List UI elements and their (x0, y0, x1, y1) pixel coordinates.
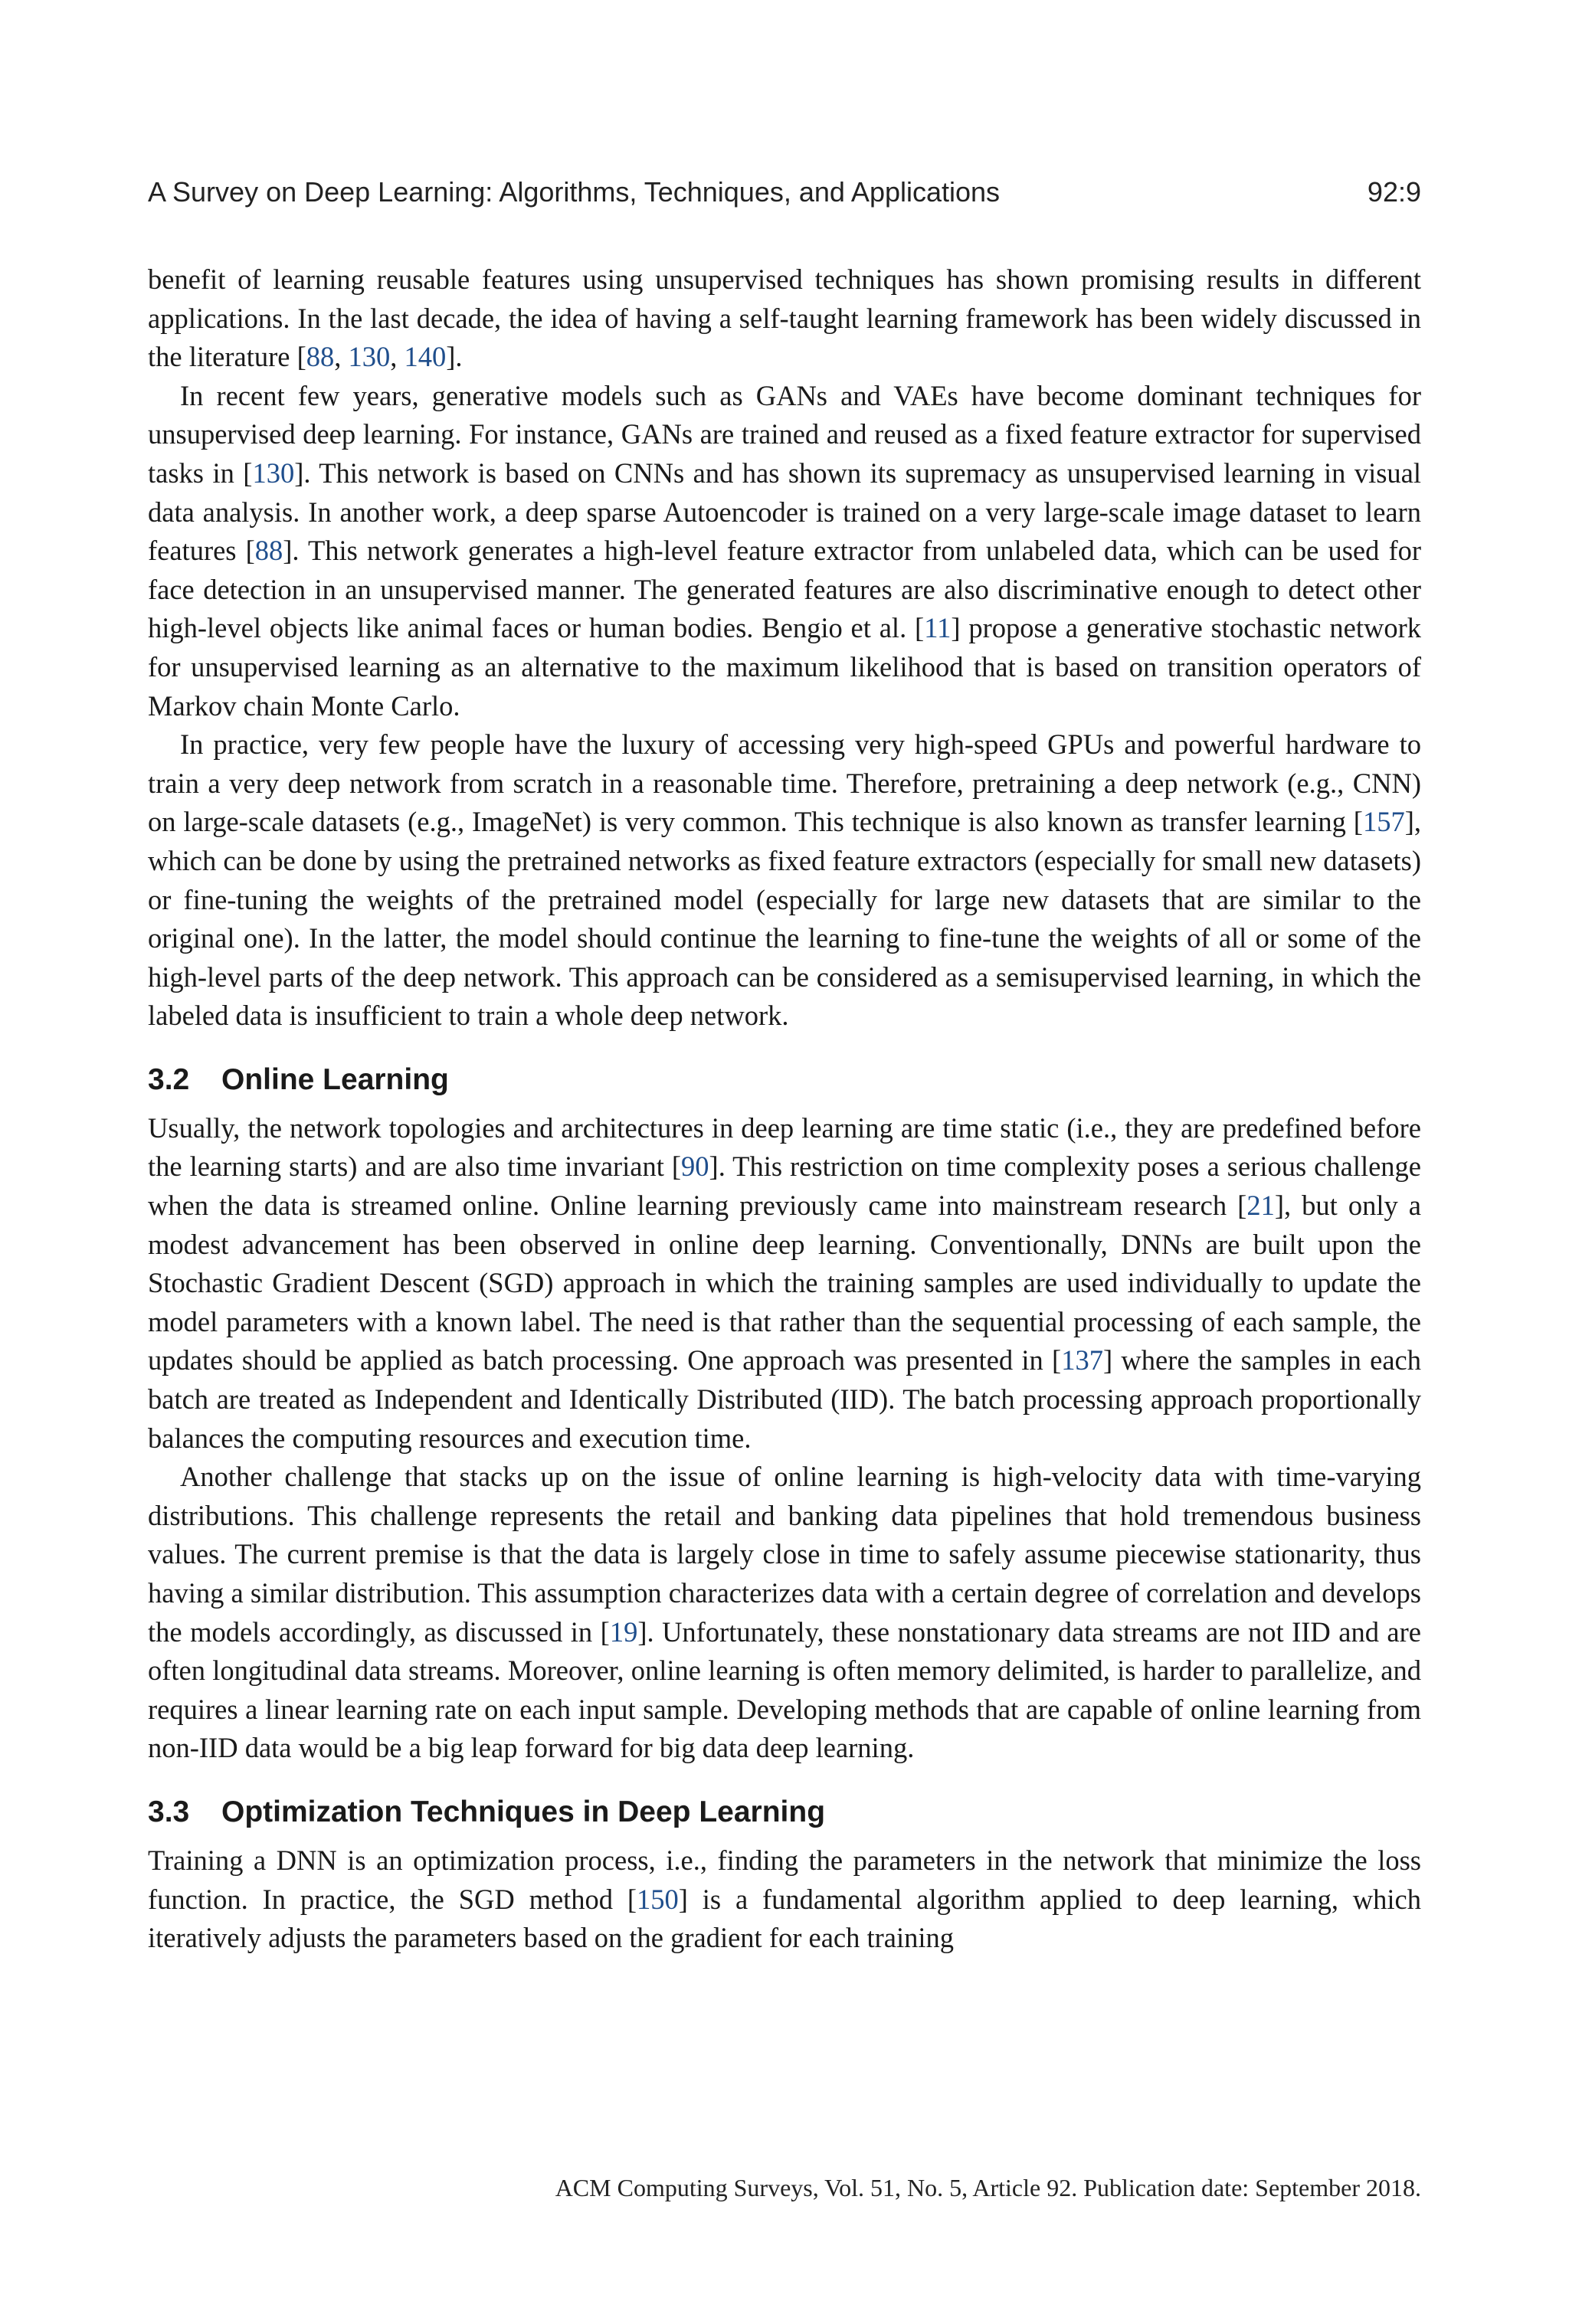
body-text (148, 260, 1421, 1958)
text-run: ] where the samples in each batch are treated as Independent and Identically Distributed (IID). The batch processing approach proportionally balances the computing resources and execution time. (148, 1344, 1421, 1454)
citation-link[interactable]: 19 (609, 1615, 638, 1648)
text-run: , (390, 341, 405, 373)
citation-link[interactable]: 21 (1246, 1190, 1275, 1222)
text-run: Usually, the network topologies and architectures in deep learning are time static (i.e., they are predefined before the learning starts) and are also time invariant [ (148, 1111, 1421, 1183)
page-number: 92:9 (1367, 176, 1421, 208)
running-header (148, 172, 1421, 212)
text-run: ], which can be done by using the pretrained networks as fixed feature extractors (especially for small new datasets) or fine-tuning the weights of the pretrained model (especially for large new datasets that are similar to the original one). In the latter, the model should continue the learning to fine-tune the weights of all or some of the high-level parts of the deep network. This approach can be considered as a semisupervised learning, in which the labeled data is insufficient to train a whole deep network. (148, 806, 1421, 1032)
text-run: Training a DNN is an optimization process, i.e., finding the parameters in the network that minimize the loss function. In practice, the SGD method [ (148, 1844, 1421, 1915)
paragraph-self-taught (148, 260, 1421, 377)
citation-link[interactable]: 140 (404, 341, 447, 373)
section-number: 3.2 (148, 1062, 190, 1096)
text-run: benefit of learning reusable features using unsupervised techniques has shown promising results in different applications. In the last decade, the idea of having a self-taught learning framework has been widely discussed in the literature [ (148, 263, 1421, 373)
paragraph-high-velocity-data (148, 1458, 1421, 1768)
text-run: In recent few years, generative models such as GANs and VAEs have become dominant techniques for unsupervised deep learning. For instance, GANs are trained and reused as a fixed feature extractor for supervised tasks in [ (148, 379, 1421, 489)
citation-link[interactable]: 90 (681, 1151, 709, 1183)
section-title: Optimization Techniques in Deep Learning (221, 1795, 826, 1828)
citation-link[interactable]: 88 (306, 341, 335, 373)
paragraph-optimization (148, 1841, 1421, 1958)
citation-link[interactable]: 157 (1362, 806, 1405, 838)
paragraph-transfer-learning (148, 725, 1421, 1036)
section-title: Online Learning (221, 1062, 449, 1096)
citation-link[interactable]: 150 (637, 1883, 679, 1915)
text-run: ]. (446, 341, 463, 373)
section-heading-online-learning (148, 1057, 1421, 1103)
paragraph-online-learning (148, 1109, 1421, 1458)
text-run: ], but only a modest advancement has been observed in online deep learning. Conventionally, DNNs are built upon the Stochastic Gradient Descent (SGD) approach in which the training samples are used individually to update the model parameters with a known label. The need is that rather than the sequential processing of each sample, the updates should be applied as batch processing. One approach was presented in [ (148, 1190, 1421, 1376)
text-run: , (334, 341, 349, 373)
footer-citation: ACM Computing Surveys, Vol. 51, No. 5, Article 92. Publication date: September 2018. (555, 2174, 1421, 2201)
text-run: ] propose a generative stochastic network for unsupervised learning as an alternative to the maximum likelihood that is based on transition operators of Markov chain Monte Carlo. (148, 612, 1421, 722)
text-run: ]. Unfortunately, these nonstationary data streams are not IID and are often longitudinal data streams. Moreover, online learning is often memory delimited, is harder to parallelize, and requires a linear learning rate on each input sample. Developing methods that are capable of online learning from non-IID data would be a big leap forward for big data deep learning. (148, 1615, 1421, 1764)
citation-link[interactable]: 130 (252, 457, 295, 489)
text-run: ]. This network is based on CNNs and has shown its supremacy as unsupervised learning in visual data analysis. In another work, a deep sparse Autoencoder is trained on a very large-scale image dataset to learn features [ (148, 457, 1422, 567)
text-run: In practice, very few people have the luxury of accessing very high-speed GPUs and powerful hardware to train a very deep network from scratch in a reasonable time. Therefore, pretraining a deep network (e.g., CNN) on large-scale datasets (e.g., ImageNet) is very common. This technique is also known as transfer learning [ (148, 728, 1421, 838)
running-title: A Survey on Deep Learning: Algorithms, Techniques, and Applications (148, 176, 1001, 208)
text-run: ]. This network generates a high-level feature extractor from unlabeled data, which can be used for face detection in an unsupervised manner. The generated features are also discriminative enough to detect other high-level objects like animal faces or human bodies. Bengio et al. [ (148, 535, 1422, 644)
text-run: ] is a fundamental algorithm applied to deep learning, which iteratively adjusts the parameters based on the gradient for each training (148, 1883, 1422, 1954)
citation-link[interactable]: 88 (254, 535, 283, 567)
citation-link[interactable]: 11 (924, 612, 952, 644)
section-heading-optimization (148, 1789, 1421, 1835)
text-run: ]. This restriction on time complexity poses a serious challenge when the data is streamed online. Online learning previously came into mainstream research [ (148, 1151, 1422, 1222)
text-run: Another challenge that stacks up on the issue of online learning is high-velocity data with time-varying distributions. This challenge represents the retail and banking data pipelines that hold tremendous business values. The current premise is that the data is largely close in time to safely assume piecewise stationarity, thus having a similar distribution. This assumption characterizes data with a certain degree of correlation and develops the models accordingly, as discussed in [ (148, 1461, 1421, 1648)
section-number: 3.3 (148, 1795, 190, 1828)
citation-link[interactable]: 137 (1061, 1344, 1103, 1376)
paragraph-generative-models (148, 377, 1421, 725)
citation-link[interactable]: 130 (348, 341, 391, 373)
